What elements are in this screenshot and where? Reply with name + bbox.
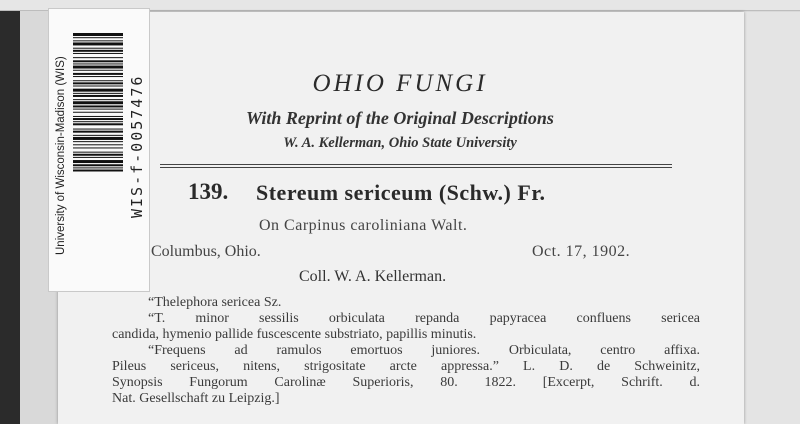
label-subtitle: With Reprint of the Original Descriptions [246,108,554,128]
species-name: Stereum sericeum (Schw.) Fr. [256,180,546,205]
collector-text: Coll. W. A. Kellerman. [299,268,447,285]
description-line: “Frequens ad ramulos emortuos juniores. Orbiculata, centro affixa. [148,343,700,358]
description-line: “T. minor sessilis orbiculata repanda papyracea confluens sericea [148,311,700,326]
synonym-line: “Thelephora sericea Sz. [148,295,282,310]
divider-rule [160,164,672,165]
label-author: W. A. Kellerman, Ohio State University [283,135,517,151]
divider-rule [160,167,672,168]
description-line: Synopsis Fungorum Carolinæ Superioris, 80. 1822. [Excerpt, Schrift. d. [112,375,700,390]
collection-date: Oct. 17, 1902. [532,243,631,260]
description-block [112,295,700,407]
institution-text: University of Wisconsin-Madison (WIS) [55,56,67,255]
description-line: candida, hymenio pallide fuscescente substriato, papillis minutis. [112,327,477,342]
specimen-number: 139. [188,179,229,204]
host-text: On Carpinus caroliniana Walt. [259,217,468,234]
label-title: OHIO FUNGI [312,70,488,97]
locality-text: Columbus, Ohio. [151,243,261,260]
description-line: Nat. Gesellschaft zu Leipzig.] [112,391,280,406]
catalog-number: WIS-f-0057476 [128,74,146,218]
description-line: Pileus sericeus, nitens, strigositate arcte appressa.” L. D. de Schweinitz, [112,359,700,374]
